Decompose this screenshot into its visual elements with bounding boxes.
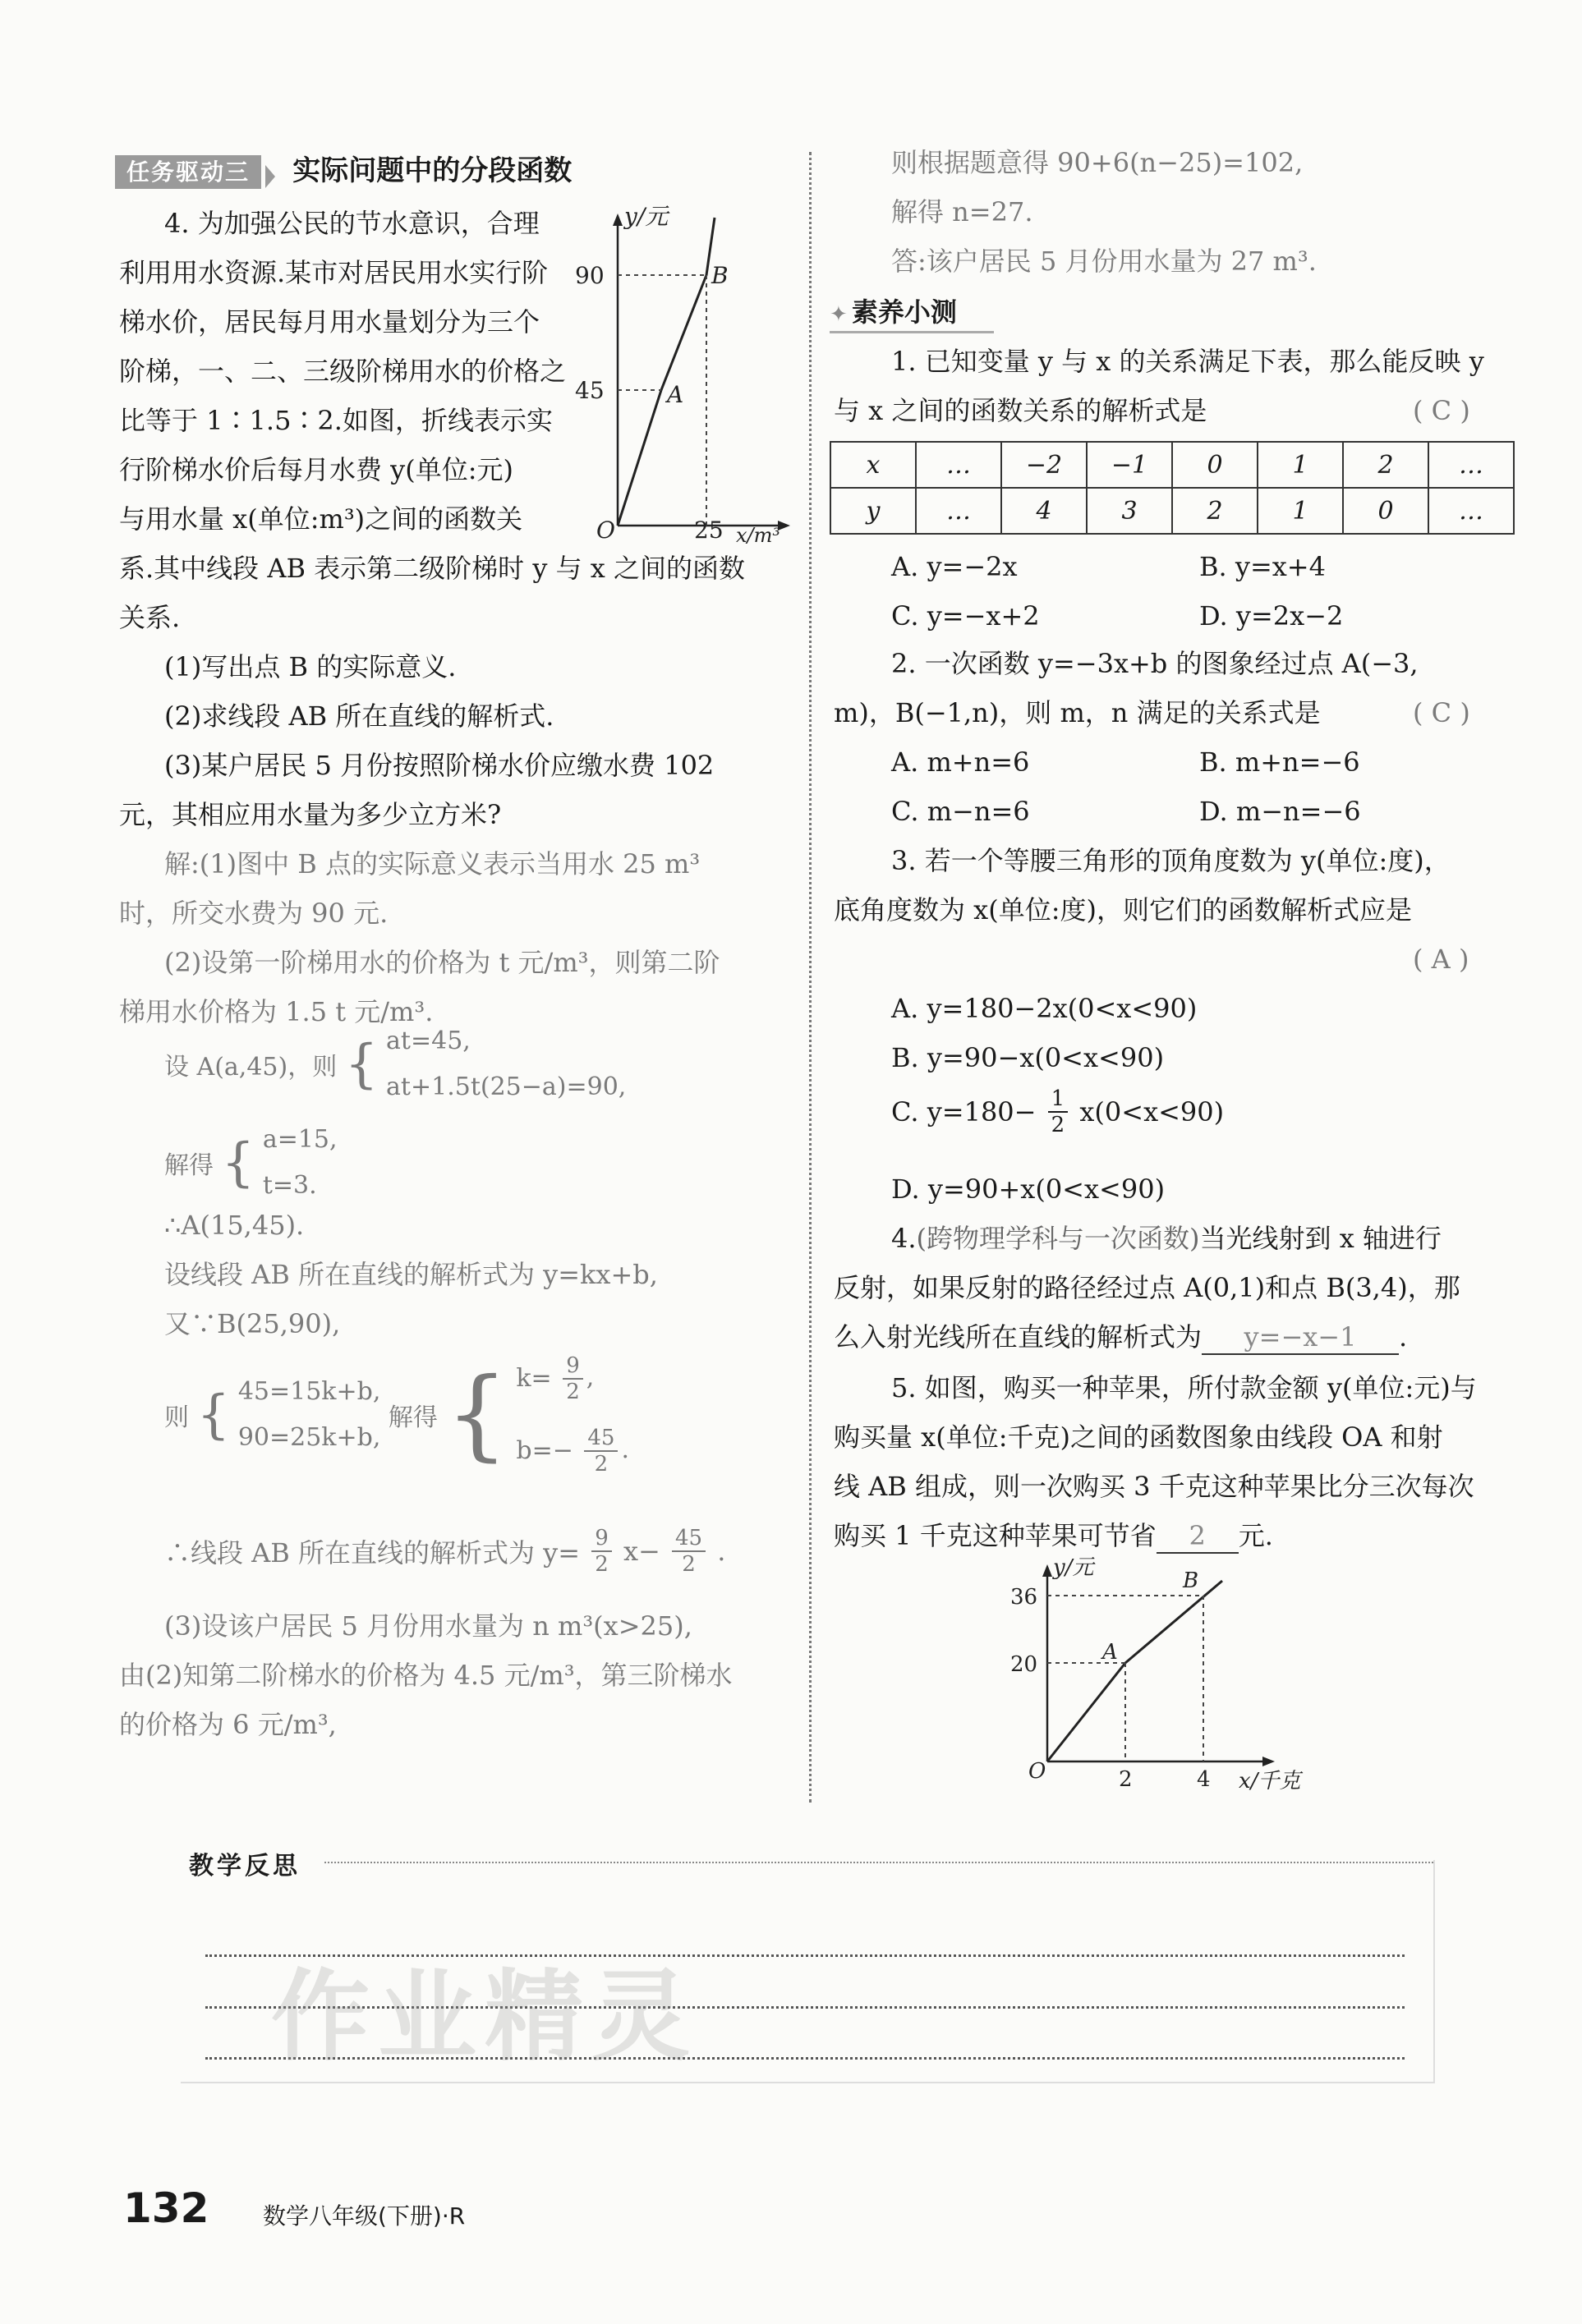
graph1-tick: 90 [575, 262, 605, 289]
graph-apple-price [1010, 1556, 1339, 1794]
fee-polyline [618, 218, 715, 526]
q4-line: 反射，如果反射的路径经过点 A(0,1)和点 B(3,4)，那 [834, 1272, 1460, 1303]
q1-line: 1. 已知变量 y 与 x 的关系满足下表，那么能反映 y [891, 346, 1484, 377]
problem-line: 阶梯，一、二、三级阶梯用水的价格之 [119, 356, 567, 387]
problem-line: 与用水量 x(单位:m³)之间的函数关 [119, 503, 523, 535]
system-a: 设 A(a,45)，则 { at=45, at+1.5t(25−a)=90, [164, 1027, 627, 1101]
watermark: 作业精灵 [271, 1960, 698, 2074]
problem-line: 利用用水资源.某市对居民用水实行阶 [119, 257, 549, 288]
page-number: 132 [123, 2184, 209, 2232]
sparkle-icon: ✦ [830, 302, 848, 327]
solution-line: (2)设第一阶梯用水的价格为 t 元/m³，则第二阶 [164, 947, 720, 978]
column-divider [809, 152, 812, 1803]
q3-answer: ( A ) [1413, 944, 1469, 975]
banner-arrow-icon [265, 165, 275, 188]
option: A. m+n=6 [891, 746, 1030, 778]
graph2-origin: O [1028, 1759, 1046, 1784]
problem-part: (2)求线段 AB 所在直线的解析式. [164, 700, 554, 732]
problem-part: (3)某户居民 5 月份按照阶梯水价应缴水费 102 [164, 750, 715, 781]
option: D. y=90+x(0<x<90) [891, 1173, 1166, 1205]
solution-line: 设线段 AB 所在直线的解析式为 y=kx+b, [164, 1259, 658, 1290]
reflection-title: 教学反思 [189, 1852, 301, 1881]
graph1-tick: 45 [575, 377, 605, 404]
problem-line: 4. 为加强公民的节水意识，合理 [164, 208, 540, 239]
problem-line: 比等于 1∶1.5∶2.如图，折线表示实 [119, 405, 553, 436]
q5-line: 购买量 x(单位:千克)之间的函数图象由线段 OA 和射 [834, 1421, 1443, 1453]
table-row: x … −2 −1 0 1 2 … [830, 442, 1514, 488]
problem-line: 行阶梯水价后每月水费 y(单位:元) [119, 454, 514, 485]
q5-line: 购买 1 千克这种苹果可节省 2 元. [834, 1511, 1273, 1560]
graph1-tick: 25 [694, 517, 724, 544]
graph1-point-a: A [667, 381, 684, 408]
section-banner [115, 148, 572, 188]
q1-answer: ( C ) [1413, 395, 1470, 426]
q3-line: 3. 若一个等腰三角形的顶角度数为 y(单位:度)， [891, 845, 1451, 876]
solution-line: ∴线段 AB 所在直线的解析式为 y= $\frac{9}{2}$ x− $\frac{45}{2}$ . [164, 1526, 726, 1577]
y-arrow-icon [613, 214, 623, 226]
solution-line: 的价格为 6 元/m³, [119, 1709, 337, 1740]
q3-line: 底角度数为 x(单位:度)，则它们的函数解析式应是 [834, 894, 1412, 925]
solution-line: 由(2)知第二阶梯水的价格为 4.5 元/m³，第三阶梯水 [119, 1660, 733, 1691]
option: B. y=x+4 [1199, 551, 1326, 582]
problem-part: 元，其相应用水量为多少立方米? [119, 799, 502, 830]
graph2-tick: 4 [1197, 1767, 1211, 1792]
system-solve: 解得 { a=15, t=3. [164, 1125, 338, 1200]
book-title: 数学八年级(下册)·R [263, 2202, 466, 2230]
option: A. y=−2x [891, 551, 1018, 582]
section-title: 实际问题中的分段函数 [292, 154, 573, 187]
xy-table [830, 441, 1515, 535]
q4-answer-blank: y=−x−1 [1202, 1320, 1399, 1355]
y-arrow-icon [1042, 1564, 1052, 1577]
option: D. y=2x−2 [1199, 600, 1344, 632]
problem-line: 系.其中线段 AB 表示第二级阶梯时 y 与 x 之间的函数 [119, 553, 745, 584]
table-row: y … 4 3 2 1 0 … [830, 488, 1514, 534]
q5-line: 线 AB 组成，则一次购买 3 千克这种苹果比分三次每次 [834, 1471, 1474, 1502]
q2-answer: ( C ) [1413, 697, 1470, 728]
problem-line: 关系. [119, 602, 181, 633]
solution-line: 解:(1)图中 B 点的实际意义表示当用水 25 m³ [164, 848, 701, 880]
q2-line: m)，B(−1,n)，则 m，n 满足的关系式是 [834, 697, 1321, 728]
graph2-point-a: A [1102, 1640, 1118, 1665]
system-kb: 则 { 45=15k+b, 90=25k+b, 解得 { k= $\frac{9}{2}$ , b=− $\frac{45}{2}$ . [164, 1353, 630, 1477]
option: B. m+n=−6 [1199, 746, 1360, 778]
option: C. m−n=6 [891, 796, 1030, 827]
graph2-tick: 20 [1010, 1652, 1038, 1677]
option: C. y=−x+2 [891, 600, 1040, 632]
graph2-y-label: y/元 [1053, 1556, 1094, 1580]
q1-line: 与 x 之间的函数关系的解析式是 [834, 395, 1207, 426]
solution-line: 时，所交水费为 90 元. [119, 898, 389, 929]
option: A. y=180−2x(0<x<90) [891, 993, 1198, 1024]
q4-line: 4.(跨物理学科与一次函数)当光线射到 x 轴进行 [891, 1223, 1442, 1254]
solution-cont: 解得 n=27. [891, 196, 1033, 227]
graph1-origin: O [596, 517, 615, 544]
graph2-x-label: x/千克 [1239, 1769, 1301, 1794]
q5-answer-blank: 2 [1157, 1519, 1239, 1554]
graph1-y-label: y/元 [624, 203, 669, 230]
quiz-header: ✦ 素养小测 [830, 292, 994, 333]
q5-line: 5. 如图，购买一种苹果，所付款金额 y(单位:元)与 [891, 1372, 1477, 1403]
solution-line: 梯用水价格为 1.5 t 元/m³. [119, 996, 434, 1027]
option: C. y=180− $\frac{1}{2}$ x(0<x<90) [891, 1086, 1225, 1137]
problem-line: 梯水价，居民每月用水量划分为三个 [119, 306, 540, 338]
problem-part: (1)写出点 B 的实际意义. [164, 651, 457, 682]
option: B. y=90−x(0<x<90) [891, 1042, 1165, 1073]
graph2-tick: 2 [1119, 1767, 1133, 1792]
graph-water-fee [575, 201, 797, 546]
solution-cont: 则根据题意得 90+6(n−25)=102, [891, 147, 1304, 178]
solution-line: ∴A(15,45). [164, 1210, 305, 1241]
section-tag: 任务驱动三 [115, 155, 261, 189]
solution-line: 又∵B(25,90), [164, 1308, 341, 1339]
graph2-tick: 36 [1010, 1585, 1038, 1610]
q2-line: 2. 一次函数 y=−3x+b 的图象经过点 A(−3, [891, 648, 1419, 679]
option: D. m−n=−6 [1199, 796, 1361, 827]
solution-cont: 答:该户居民 5 月份用水量为 27 m³. [891, 246, 1317, 277]
graph1-point-b: B [711, 262, 729, 289]
price-line [1047, 1581, 1222, 1761]
q4-line: 么入射光线所在直线的解析式为 y=−x−1 . [834, 1312, 1407, 1362]
graph1-x-label: x/m³ [736, 524, 780, 546]
graph2-point-b: B [1183, 1568, 1199, 1593]
solution-line: (3)设该户居民 5 月份用水量为 n m³(x>25), [164, 1610, 692, 1642]
x-arrow-icon [1262, 1757, 1275, 1766]
